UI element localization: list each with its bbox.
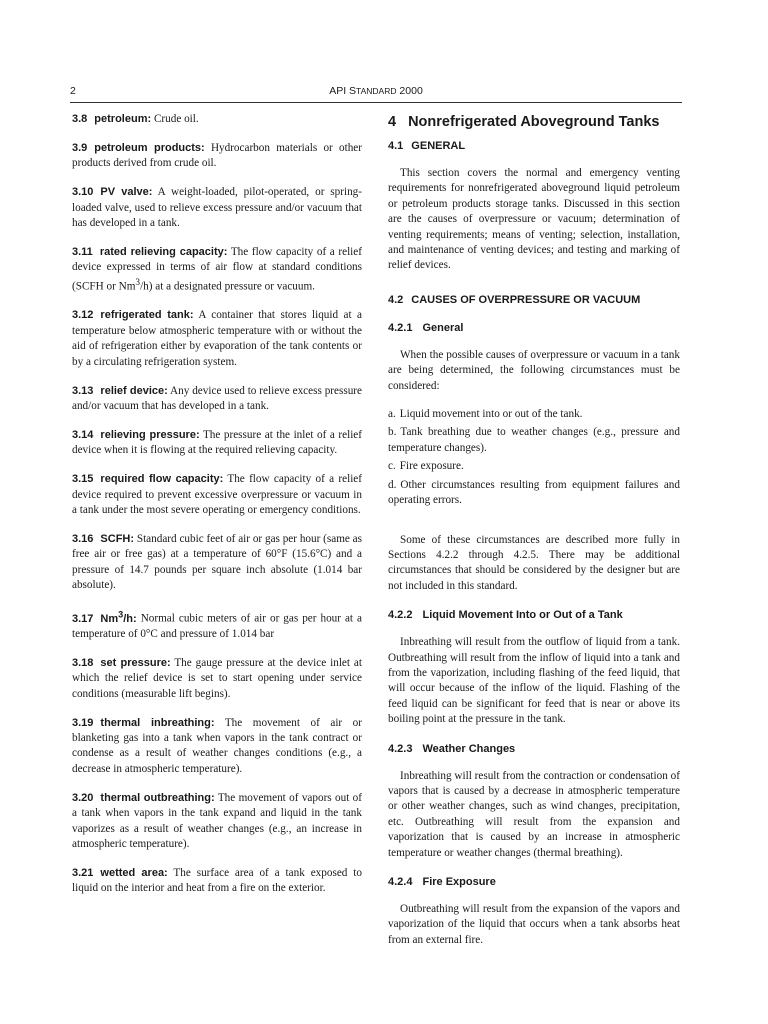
list-item: d. Other circumstances resulting from equipment failures and operating errors. (388, 478, 680, 507)
definition-3-14: 3.14 relieving pressure: The pressure at the inlet of a relief device when it is flowing at the required relieving capacity. (72, 428, 362, 457)
section-4-heading: 4 Nonrefrigerated Aboveground Tanks (388, 114, 660, 130)
section-4-2-1-heading: 4.2.1 General (388, 321, 464, 334)
section-4-2-3-heading: 4.2.3 Weather Changes (388, 742, 516, 755)
definition-3-11: 3.11 rated relieving capacity: The flow capacity of a relief device expressed in terms of air flow at standard conditions (SCFH or Nm$^3$/h) at a designated pressure or vacuum. (72, 245, 362, 293)
circumstances-list (388, 407, 680, 508)
left-column (72, 112, 362, 910)
definition-3-19: 3.19 thermal inbreathing: The movement of air or blanketing gas into a tank when vapors in the tank contract or condense as a result of weather changes conditions (e.g., a decrease in atmospheric temperature). (72, 716, 362, 775)
section-4-2-3-paragraph: Inbreathing will result from the contraction or condensation of vapors that is caused by a decrease in atmospheric temperature or other weather changes, such as wind changes, precipitation, etc. Outbreathing will result from the expansion and vaporization that is caused by an increase in atmospheric temperature or weather changes (thermal breathing). (388, 769, 680, 859)
section-4-2-1-paragraph: When the possible causes of overpressure or vacuum in a tank are being determined, the following circumstances must be considered: (388, 348, 680, 392)
section-4-2-4-heading: 4.2.4 Fire Exposure (388, 876, 496, 888)
list-item: b. Tank breathing due to weather changes (e.g., pressure and temperature changes). (388, 426, 680, 454)
definition-3-20: 3.20 thermal outbreathing: The movement of vapors out of a tank when vapors in the tank expand and liquid in the tank vaporizes as a result of weather changes (e.g., an increase in atmospheric temperature). (72, 791, 362, 851)
section-4-1-heading: 4.1 GENERAL (388, 140, 466, 152)
section-4-2-1-paragraph-2: Some of these circumstances are described more fully in Sections 4.2.2 through 4.2.5. There may be additional circumstances that should be considered by the designer but are not included in this standard. (388, 533, 680, 592)
section-4-1-paragraph: This section covers the normal and emergency venting requirements for nonrefrigerated aboveground liquid petroleum or petroleum products storage tanks. Discussed in this section are the causes of overpressure or vacuum; determination of venting requirements; means of venting; selection, installation, and maintenance of venting devices; and testing and marking of relief devices. (388, 167, 680, 272)
section-4-2-4-paragraph: Outbreathing will result from the expansion of the vapors and vaporization of the liquid that occurs when a tank absorbs heat from an external fire. (388, 903, 680, 946)
list-item: a. Liquid movement into or out of the tank. (388, 408, 583, 421)
running-title: API STANDARD 2000 (329, 85, 423, 97)
definition-3-17: 3.17 Nm$^3$/h: Normal cubic meters of air or gas per hour at a temperature of 0°C and pressure of 1.014 bar (72, 608, 362, 641)
definition-3-18: 3.18 set pressure: The gauge pressure at the device inlet at which the relief device is set to start opening under service conditions (measurable lift begins). (72, 656, 362, 700)
definition-3-13: 3.13 relief device: Any device used to relieve excess pressure and/or vacuum that has developed in a tank. (72, 384, 362, 412)
definition-3-16: 3.16 SCFH: Standard cubic feet of air or gas per hour (same as free air or free gas) at a temperature of 60°F (15.6°C) and a pressure of 14.7 pounds per square inch absolute (1.014 bar absolute). (72, 532, 362, 592)
definition-3-8: 3.8 petroleum: Crude oil. (72, 113, 199, 125)
definition-3-15: 3.15 required flow capacity: The flow capacity of a relief device required to prevent excessive overpressure or vacuum in a tank under the most severe operating or emergency conditions. (72, 473, 362, 516)
page-number: 2 (70, 85, 76, 97)
section-4-2-2-heading: 4.2.2 Liquid Movement Into or Out of a Tank (388, 609, 623, 622)
definition-3-9: 3.9 petroleum products: Hydrocarbon materials or other products derived from crude oil. (72, 141, 362, 170)
list-item: c. Fire exposure. (388, 460, 464, 473)
section-4-2-2-paragraph: Inbreathing will result from the outflow of liquid from a tank. Outbreathing will result from the inflow of liquid into a tank and from the vaporization, including flashing of the feed liquid, that will occur because of the inflow of the liquid. Flashing of the feed liquid can be significant for feed that is near or above its boiling point at the pressure in the tank. (388, 636, 680, 726)
definition-3-12: 3.12 refrigerated tank: A container that stores liquid at a temperature below atmospheric temperature with or without the aid of refrigeration either by evaporation of the tank contents or by a circulating refrigeration system. (72, 309, 362, 368)
definition-3-21: 3.21 wetted area: The surface area of a tank exposed to liquid on the interior and heat from a fire on the exterior. (72, 866, 362, 895)
section-4-2-heading: 4.2 CAUSES OF OVERPRESSURE OR VACUUM (388, 293, 641, 306)
page-header (70, 82, 682, 103)
definition-3-10: 3.10 PV valve: A weight-loaded, pilot-operated, or spring-loaded valve, used to relieve excess pressure and/or vacuum that has developed in a tank. (72, 186, 362, 230)
right-column (388, 112, 680, 961)
